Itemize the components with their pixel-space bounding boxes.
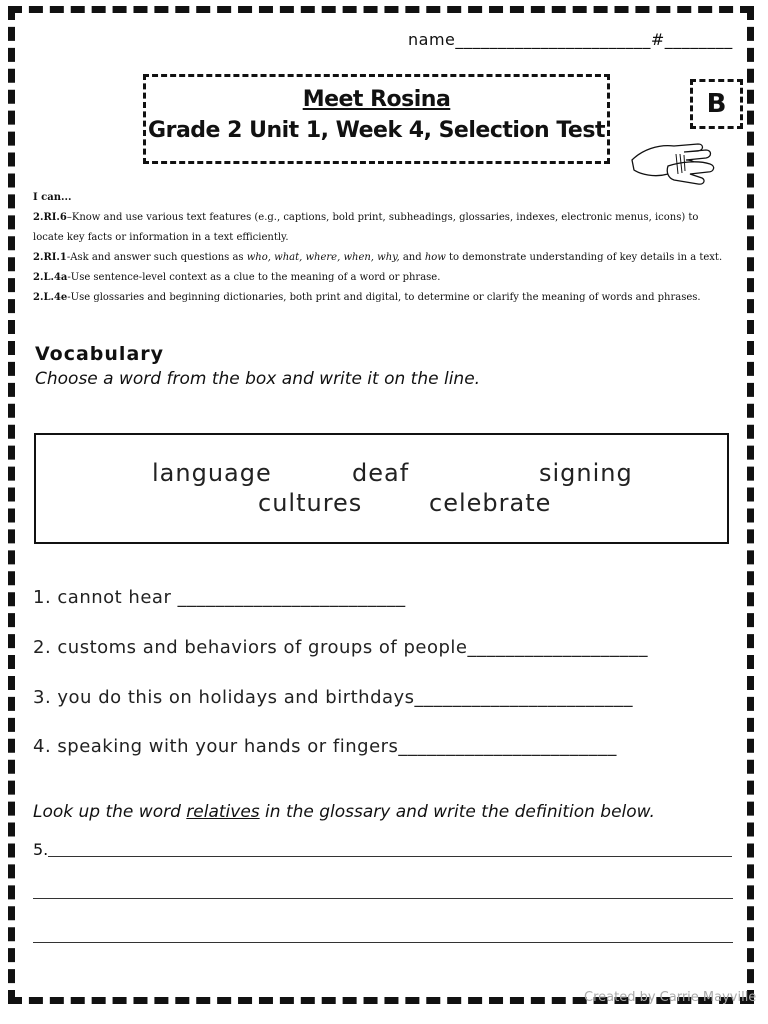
answer-line-2[interactable] (33, 898, 733, 899)
question-2[interactable]: 2. customs and behaviors of groups of people___________________ (33, 637, 649, 658)
word-cultures: cultures (258, 489, 363, 517)
answer-line-3[interactable] (33, 942, 733, 943)
word-signing: signing (539, 459, 633, 487)
word-celebrate: celebrate (429, 489, 552, 517)
learning-targets-intro: I can... (33, 192, 72, 203)
name-field[interactable]: name_______________________#________ (408, 30, 733, 49)
vocabulary-instruction: Choose a word from the box and write it on the line. (35, 369, 481, 389)
creator-credit: Created by Carrie Mayville (584, 990, 757, 1005)
glossary-word: relatives (186, 802, 260, 822)
learning-targets (33, 188, 723, 308)
standard-2l4e: 2.L.4e-Use glossaries and beginning dictionaries, both print and digital, to determine or clarify the meaning of words and phrases. (33, 292, 701, 303)
title-box (143, 74, 610, 164)
question-4[interactable]: 4. speaking with your hands or fingers_______________________ (33, 736, 617, 757)
sign-language-hands-icon (628, 130, 720, 186)
word-deaf: deaf (352, 459, 410, 487)
answer-line-1[interactable] (48, 856, 732, 857)
test-subtitle: Grade 2 Unit 1, Week 4, Selection Test (148, 118, 605, 143)
standard-2ri1: 2.RI.1-Ask and answer such questions as who, what, where, when, why, and how to demonstrate understanding of key details in a text. (33, 252, 723, 263)
standard-2ri6: 2.RI.6–Know and use various text features (e.g., captions, bold print, subheadings, glossaries, indexes, electronic menus, icons) to locate key facts or information in a text efficiently. (33, 212, 699, 243)
question-3[interactable]: 3. you do this on holidays and birthdays_______________________ (33, 687, 634, 708)
vocabulary-heading: Vocabulary (35, 343, 165, 365)
standard-2l4a: 2.L.4a-Use sentence-level context as a clue to the meaning of a word or phrase. (33, 272, 441, 283)
glossary-instruction: Look up the word relatives in the glossary and write the definition below. (33, 802, 655, 822)
test-title: Meet Rosina (302, 87, 451, 112)
version-badge: B (690, 79, 743, 129)
question-5-number: 5. (33, 840, 49, 859)
word-language: language (152, 459, 272, 487)
word-bank (34, 433, 729, 544)
question-1[interactable]: 1. cannot hear ________________________ (33, 587, 406, 608)
